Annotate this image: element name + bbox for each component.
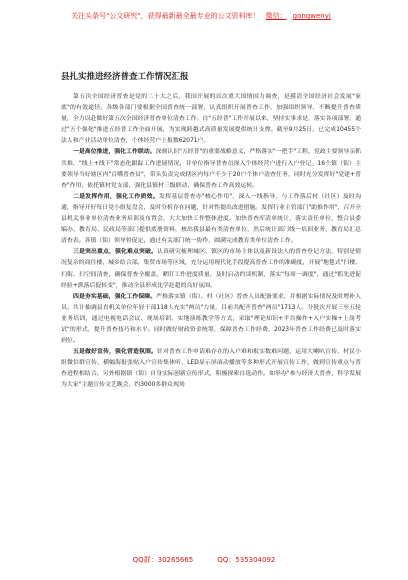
qq-number: QQ：535304092: [217, 556, 276, 564]
promo-banner: [0, 12, 408, 21]
paragraph-heading: 三是突出重点，强化难点突破。: [73, 249, 158, 256]
promo-text: 关注头条号"公文研究"，获得最新最全最专业的公文资料库！: [71, 12, 260, 20]
paragraph-intro: [61, 92, 361, 147]
paragraph-text: 认真研究梳理城区、镇区的市场主体以及新设法人的普查登记方法，特别是情况复杂的商住楼、城乡结合部，集贸市场等区域，充分运用现代化手段提高普查工作的准确度，开展"地毯式"扫楼、扫街、扫空间清查，确保普查全覆盖。紧盯工作进度质量，及时启动约谈机制，落实"每周一调度"，通过"抓先进促经验+抓落后促转变"，推动全县形成比学赶超的良好氛围。: [61, 249, 362, 289]
wechat-id[interactable]: gongwenyj: [292, 12, 331, 20]
paragraph-heading: 五是做好宣传，强化营造氛围。: [73, 349, 158, 356]
paragraph-heading: 四是夯实基础，强化工作保障。: [73, 293, 157, 300]
paragraph-text: 深刻认识"五经普"的重要战略意义，严格落实"一把手"工程，党政主要领导亲抓共推，"线上+线下"常态化跟踪工作进展情况，并单位指导普查员深入个体经营户进行入户登记。16个镇（街）主要领导当好辖区内"百嘴普查员"，带头负责完成辖区内每户不少于20户个体户清查任务，同时充分发挥好"党建+普查"作用，依托镇村党支部，强化县镇村三级联动，确保普查工作高效运转。: [61, 149, 362, 189]
document-body: [61, 92, 361, 392]
paragraph-text: 第五次全国经济普查是党的二十大之后，我国开展的首次重大国情国力调查，是摸清全国经济社会发展"家底"的有效途径。各级各部门要根据全国普查统一部署，认真组织开展普查工作，加强组织领导，不断提升普查质量，全力以赴做好第五次全国经济普查单位清查工作。自"五经普"工作开展以来，坚持实事求是，落实各项部署，通过"五个强化"推进五经普工作全面开展，为实现跨越式高质量发展提供统计支撑。截至9月25日，已完成10455个法人和产业活动单位清查，个体经营户上报数62071户。: [61, 94, 361, 145]
paragraph-3: [61, 247, 361, 291]
paragraph-1: [61, 147, 361, 191]
paragraph-text: 针对普查工作申请难存在的入户难和报实数难问题，运用大喇叭宣传、村民小组微信群宣传、横幅海报张贴入户宣传集体听、LED显示屏滚动播放等多种形式开展宣传工作，做到宣传重点与普查进程相结合。另外根据镇（街）自身实际创新宣传形式，积极探索自选动作。如举办"参与经济大普查，科学发展为大家"主题宣传文艺晚会，约3000多群众现场: [61, 349, 362, 389]
qq-group: QQ群：30265665: [132, 556, 194, 564]
paragraph-heading: 一是高位推进，强化工作联动。: [73, 149, 156, 156]
paragraph-5: [61, 347, 361, 391]
wechat-label: 微信：: [265, 12, 287, 20]
paragraph-2: [61, 192, 361, 247]
paragraph-text: 严格落实镇（街）、村（社区）普查人员配备要求，并根据实际情况及时增补人员。共计抽调县直机关单位年轻干部118人充实"两员"力量，目前共配齐普查"两员"1713人。分批次开展三至五轮业务培训，通过电视电话会议、现场培训、实地演练教学等方式，采取"理论知识+平台操作+入户实操+上岗考试"的形式，提升普查技巧和水平。同时做好财政资金统筹，保障普查工作经费，2023年普查工作经费已及时落实到位。: [61, 293, 361, 345]
document-title: 县扎实推进经济普查工作情况汇报: [61, 72, 189, 82]
paragraph-text: 发挥基层普查办"核心作用"，深入一线指导，与工作落后村（社区）及时沟通，指导开好每日党小组复盘会，及时分析存在问题，针对性提出改进措施。发挥行业主管部门"助推作用"，召开全县机关事业单位清查业务培训及布置会，大大加快工作整体进度。加快普查库清单统计，落实责任单位，整合县委编办、教育局、民政局等部门提供底册资料，核出我县最有类清查单位，然后统计部门线一培训业务，教育局汇总清查表。各镇（街）领导督促定，通过有关部门统一协作，圆满完成教育类单位清查工作。: [61, 193, 362, 245]
paragraph-heading: 二是发挥作用，强化工作质效。: [73, 193, 159, 200]
contact-footer: [0, 556, 408, 565]
paragraph-4: [61, 292, 361, 347]
